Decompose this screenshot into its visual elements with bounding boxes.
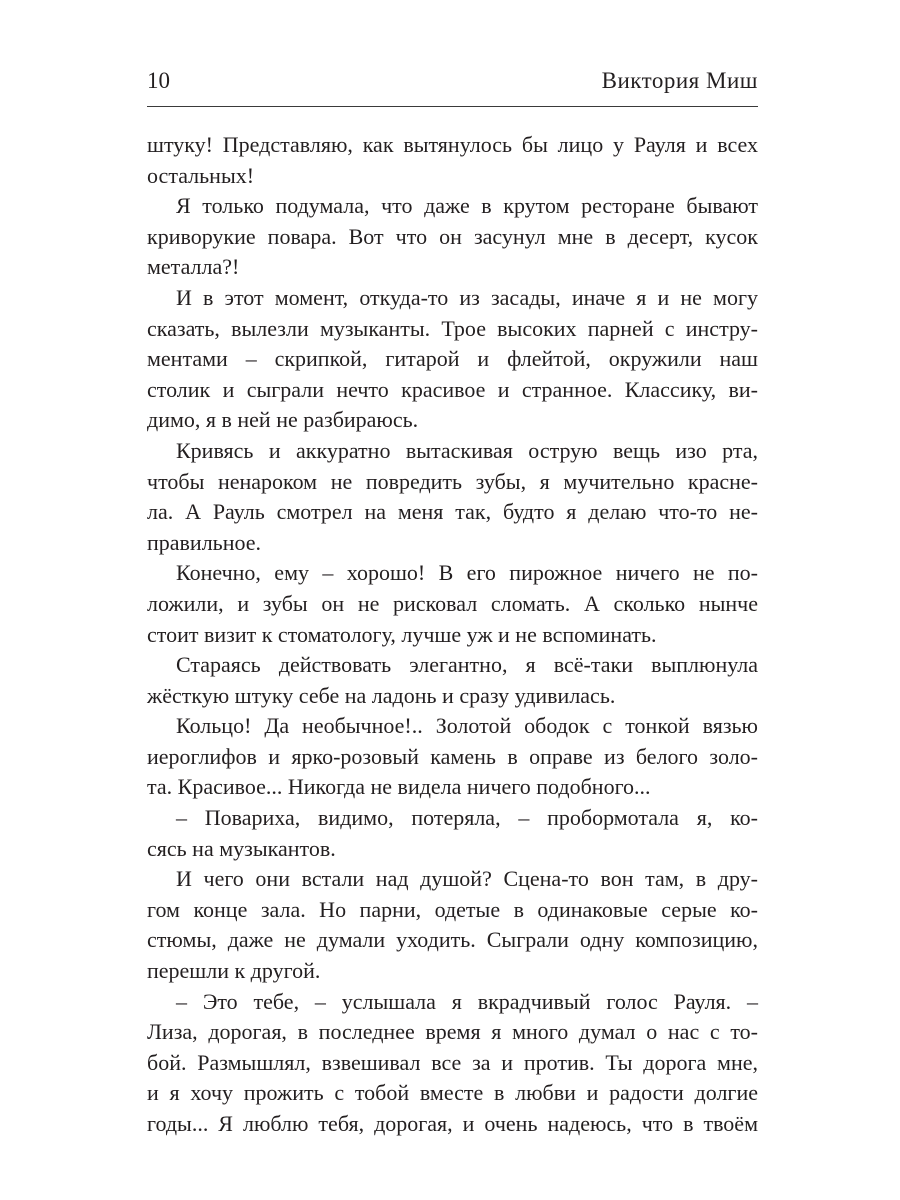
text-line: ложили, и зубы он не рисковал сломать. А сколько нынче — [147, 590, 758, 616]
text-line: перешли к другой. — [147, 958, 321, 984]
text-line: столик и сыграли нечто красивое и странное. Классику, ви- — [147, 376, 758, 402]
paragraph — [147, 558, 758, 650]
text-line: та. Красивое... Никогда не видела ничего подобного... — [147, 774, 651, 800]
text-line: Кольцо! Да необычное!.. Золотой ободок с тонкой вязью — [176, 713, 758, 739]
text-line: ментами – скрипкой, гитарой и флейтой, окружили наш — [147, 346, 758, 372]
text-line: – Это тебе, – услышала я вкрадчивый голос Рауля. – — [176, 988, 758, 1014]
text-line: годы... Я люблю тебя, дорогая, и очень надеюсь, что в твоём — [147, 1111, 758, 1136]
text-line: остальных! — [147, 162, 255, 188]
text-line: ла. А Рауль смотрел на меня так, будто я делаю что-то не- — [147, 499, 758, 525]
body-text — [147, 130, 758, 1140]
text-line: чтобы ненароком не повредить зубы, я мучительно красне- — [147, 468, 758, 494]
text-line: жёсткую штуку себе на ладонь и сразу удивилась. — [147, 682, 616, 708]
text-line: и я хочу прожить с тобой вместе в любви и радости долгие — [147, 1080, 758, 1106]
text-line: иероглифов и ярко-розовый камень в оправе из белого золо- — [147, 743, 758, 769]
text-line: криворукие повара. Вот что он засунул мне в десерт, кусок — [147, 223, 758, 249]
header-rule — [147, 106, 758, 107]
paragraph — [147, 130, 758, 191]
paragraph — [147, 283, 758, 436]
text-line: стюмы, даже не думали уходить. Сыграли одну композицию, — [147, 927, 758, 953]
text-line: металла?! — [147, 254, 240, 280]
text-line: сказать, вылезли музыканты. Трое высоких парней с инстру- — [147, 315, 758, 341]
paragraph — [147, 987, 758, 1140]
text-line: Я только подумала, что даже в крутом ресторане бывают — [176, 193, 758, 219]
text-line: – Повариха, видимо, потеряла, – пробормотала я, ко- — [176, 805, 758, 831]
paragraph — [147, 191, 758, 283]
text-line: димо, я в ней не разбираюсь. — [147, 407, 419, 433]
page-number: 10 — [147, 68, 170, 93]
running-title: Виктория Миш — [601, 68, 758, 93]
paragraph — [147, 803, 758, 864]
paragraph — [147, 650, 758, 711]
text-line: Стараясь действовать элегантно, я всё-таки выплюнула — [176, 652, 758, 678]
text-line: И в этот момент, откуда-то из засады, иначе я и не могу — [176, 284, 758, 310]
paragraph — [147, 864, 758, 986]
text-line: И чего они встали над душой? Сцена-то вон там, в дру- — [176, 866, 758, 892]
running-header — [147, 68, 758, 98]
paragraph — [147, 436, 758, 558]
text-line: Лиза, дорогая, в последнее время я много думал о нас с то- — [147, 1019, 758, 1045]
text-line: Кривясь и аккуратно вытаскивая острую вещь изо рта, — [176, 437, 758, 463]
text-line: штуку! Представляю, как вытянулось бы лицо у Рауля и всех — [147, 132, 758, 157]
text-line: сясь на музыкантов. — [147, 835, 336, 861]
text-line: гом конце зала. Но парни, одетые в одинаковые серые ко- — [147, 896, 758, 922]
text-line: стоит визит к стоматологу, лучше уж и не вспоминать. — [147, 621, 657, 647]
text-line: правильное. — [147, 529, 262, 555]
paragraph — [147, 711, 758, 803]
text-line: Конечно, ему – хорошо! В его пирожное ничего не по- — [176, 560, 758, 586]
text-line: бой. Размышлял, взвешивал все за и против. Ты дорога мне, — [147, 1049, 758, 1075]
